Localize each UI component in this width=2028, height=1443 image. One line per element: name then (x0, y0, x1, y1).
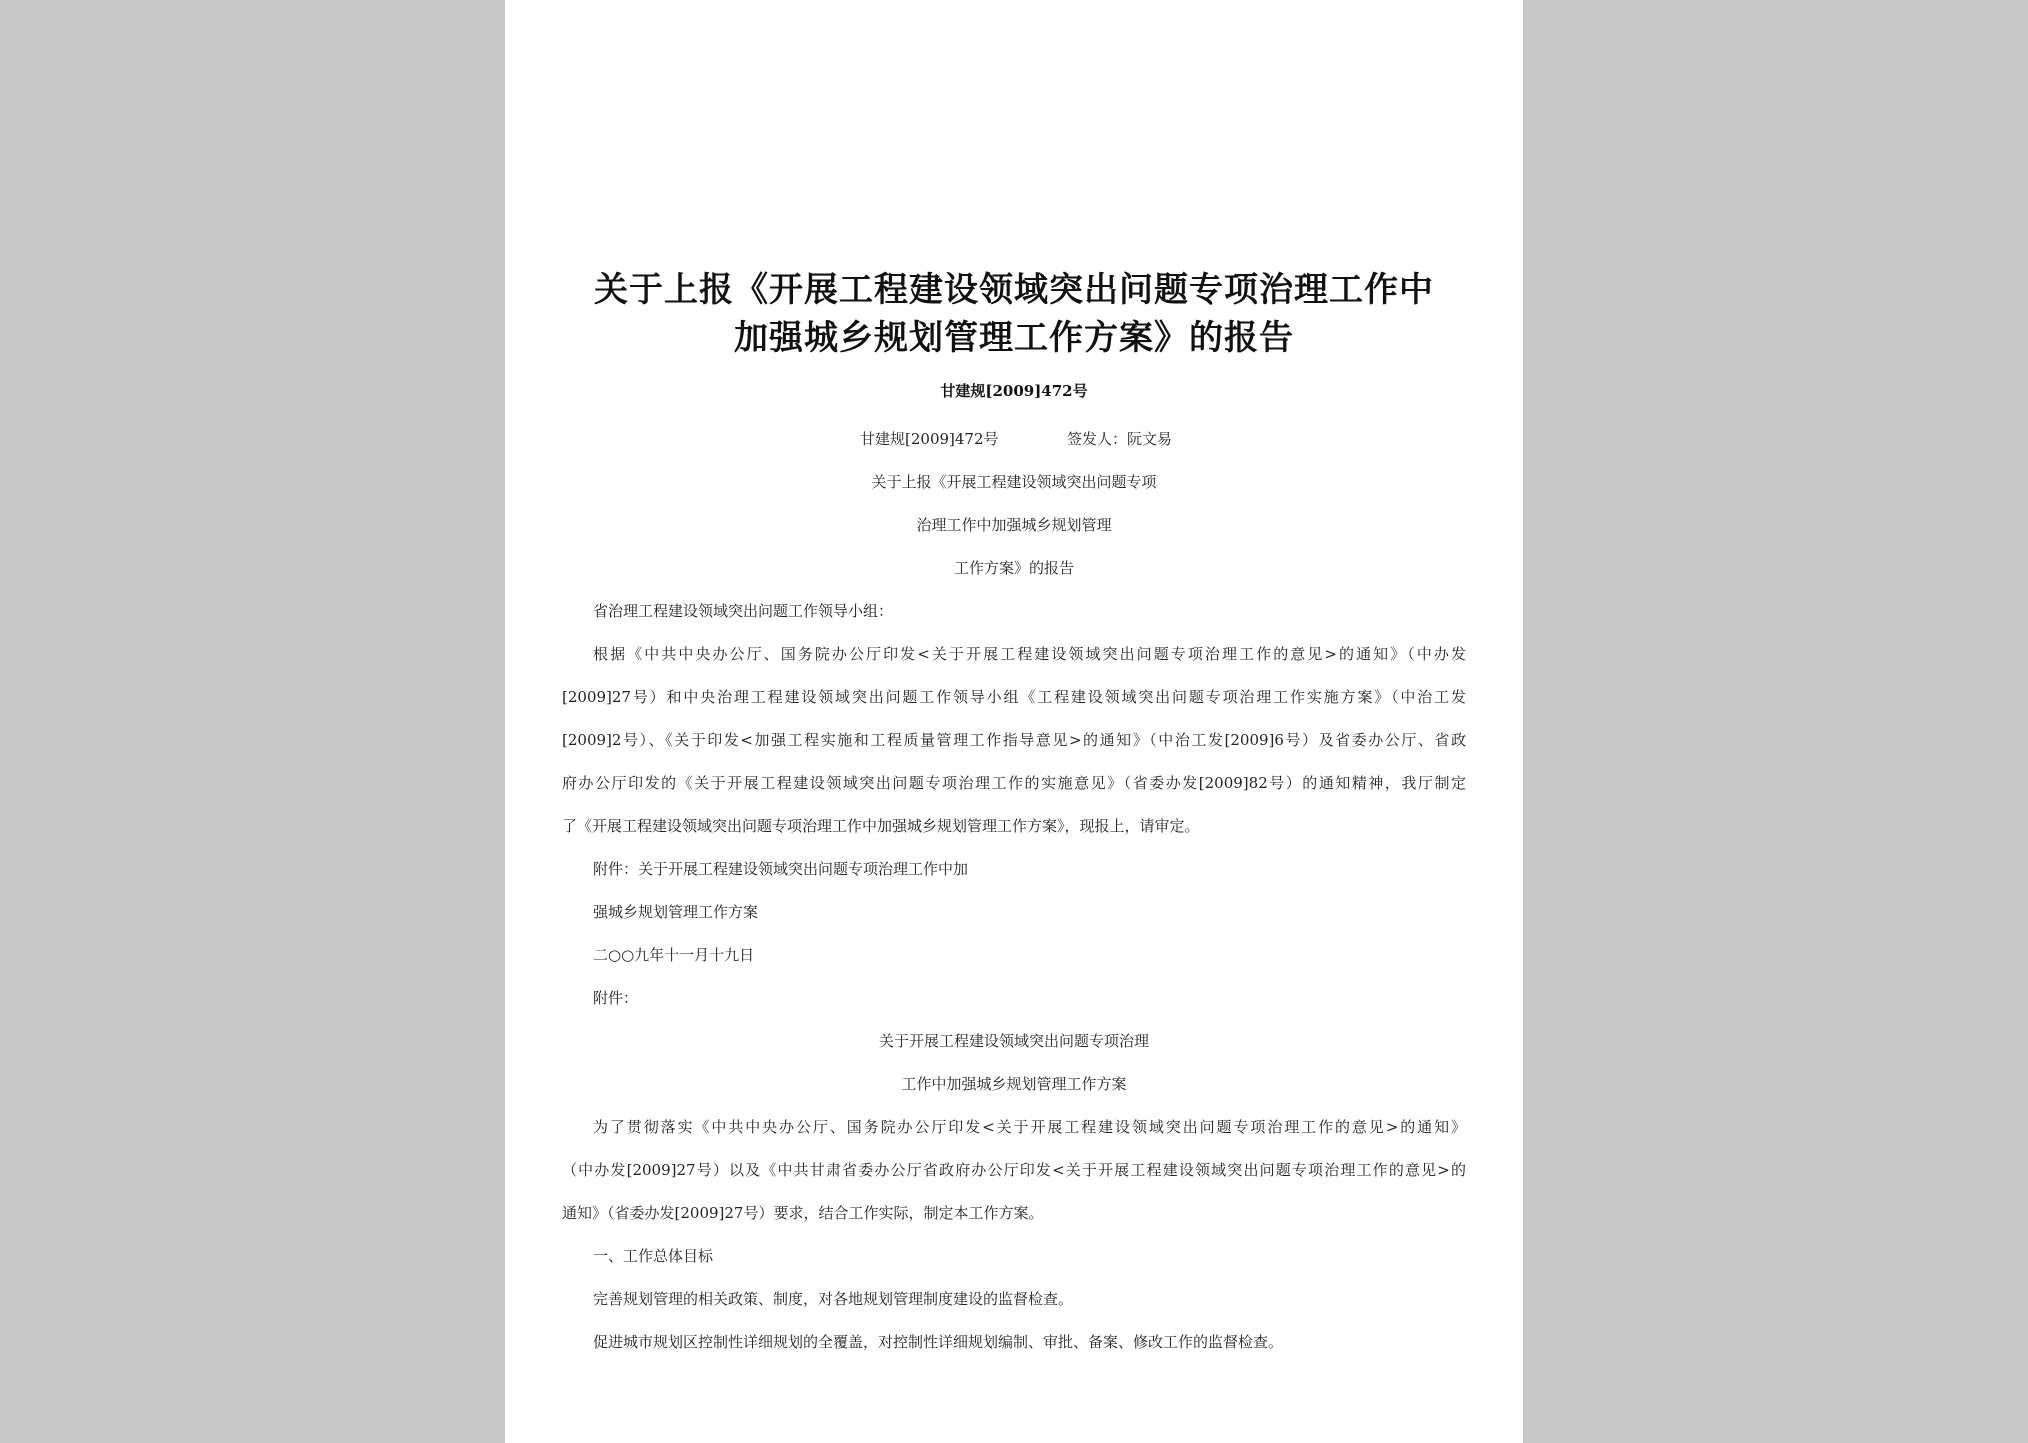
subtitle-line-2: 治理工作中加强城乡规划管理 (916, 516, 1112, 534)
document-title-line-1: 关于上报《开展工程建设领域突出问题专项治理工作中 (594, 270, 1434, 310)
attachment-note-1: 附件：关于开展工程建设领域突出问题专项治理工作中加 (593, 860, 969, 878)
document-title-line-2: 加强城乡规划管理工作方案》的报告 (734, 318, 1294, 358)
attachment-body-line-5: 完善规划管理的相关政策、制度，对各地规划管理制度建设的监督检查。 (593, 1290, 1074, 1308)
attachment-note-2: 强城乡规划管理工作方案 (593, 903, 759, 921)
salutation: 省治理工程建设领域突出问题工作领导小组： (593, 602, 894, 620)
attachment-label: 附件： (593, 989, 639, 1007)
body-line-1: 根据《中共中央办公厅、国务院办公厅印发<关于开展工程建设领域突出问题专项治理工作的意见>的通知》（中办发 (593, 645, 1466, 663)
document-page (505, 0, 1523, 1443)
attachment-body-line-2: （中办发[2009]27号）以及《中共甘肃省委办公厅省政府办公厅印发<关于开展工程建设领域突出问题专项治理工作的意见>的 (562, 1161, 1466, 1179)
body-line-5: 了《开展工程建设领域突出问题专项治理工作中加强城乡规划管理工作方案》，现报上，请审定。 (562, 817, 1200, 835)
attachment-body-line-1: 为了贯彻落实《中共中央办公厅、国务院办公厅印发<关于开展工程建设领域突出问题专项治理工作的意见>的通知》 (593, 1118, 1466, 1136)
subtitle-line-3: 工作方案》的报告 (953, 559, 1074, 577)
subtitle-line-1: 关于上报《开展工程建设领域突出问题专项 (871, 473, 1157, 491)
body-line-4: 府办公厅印发的《关于开展工程建设领域突出问题专项治理工作的实施意见》（省委办发[2009]82号）的通知精神，我厅制定 (562, 774, 1466, 792)
document-date: 二○○九年十一月十九日 (593, 946, 755, 964)
header-number: 甘建规[2009]472号 (860, 430, 999, 448)
document-number: 甘建规[2009]472号 (940, 382, 1088, 400)
attachment-body-line-3: 通知》（省委办发[2009]27号）要求，结合工作实际，制定本工作方案。 (562, 1204, 1044, 1222)
attachment-body-line-6: 促进城市规划区控制性详细规划的全覆盖，对控制性详细规划编制、审批、备案、修改工作的监督检查。 (593, 1333, 1284, 1351)
body-line-3: [2009]2号）、《关于印发<加强工程实施和工程质量管理工作指导意见>的通知》（中治工发[2009]6号）及省委办公厅、省政 (562, 731, 1466, 749)
section-heading: 一、工作总体目标 (593, 1247, 714, 1265)
attachment-title-line-1: 关于开展工程建设领域突出问题专项治理 (878, 1032, 1149, 1050)
attachment-title-line-2: 工作中加强城乡规划管理工作方案 (901, 1075, 1127, 1093)
body-line-2: [2009]27号）和中央治理工程建设领域突出问题工作领导小组《工程建设领域突出问题专项治理工作实施方案》（中治工发 (562, 688, 1466, 706)
header-signer: 签发人：阮文易 (1067, 430, 1173, 448)
